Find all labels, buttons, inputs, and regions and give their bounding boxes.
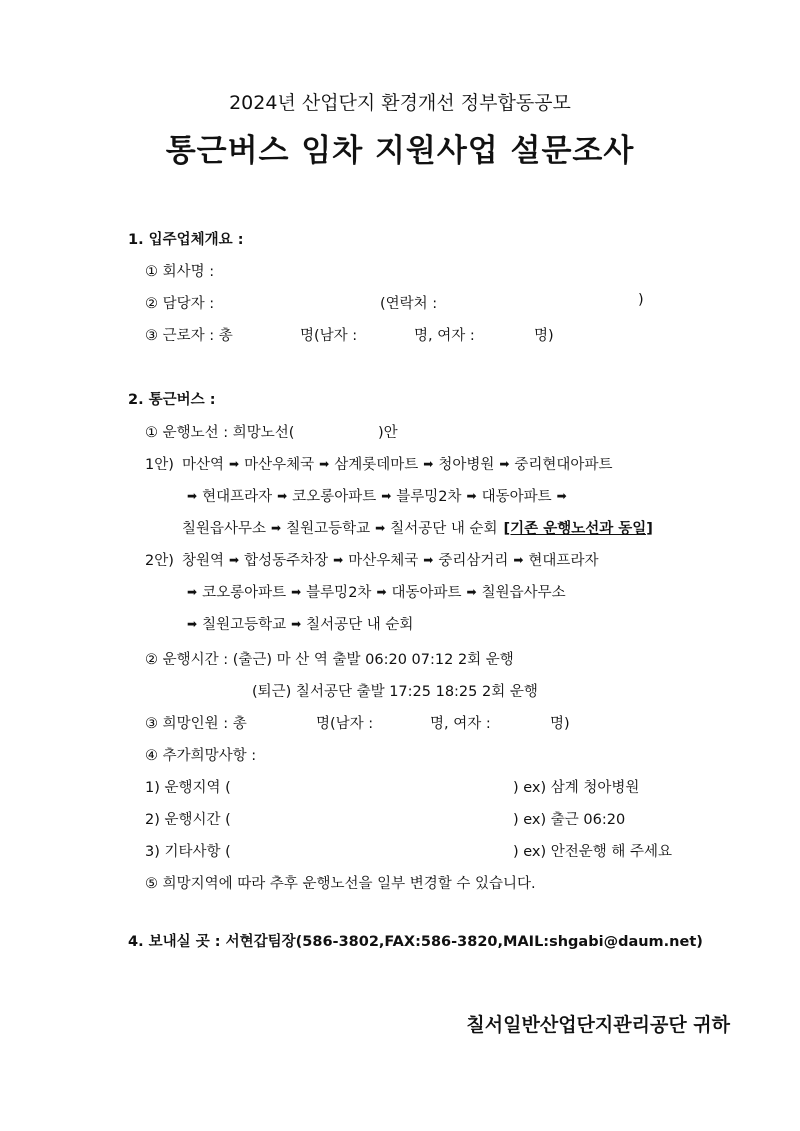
add-item-example: ) ex) 안전운행 해 주세요 [513, 844, 673, 860]
route-stop: 마산역 [182, 457, 225, 473]
route-stop: 코오롱아파트 [292, 489, 377, 505]
schedule-commute: ② 운행시간 : (출근) 마 산 역 출발 06:20 07:12 2회 운행 [145, 652, 514, 668]
route-arrow-icon: ➡ [187, 617, 198, 631]
workers-female-label: 명, 여자 : [414, 328, 475, 344]
route-arrow-icon: ➡ [319, 457, 330, 471]
plan2-route-line3 [182, 613, 413, 634]
recipient-signature: 칠서일반산업단지관리공단 귀하 [466, 1014, 730, 1036]
route-arrow-icon: ➡ [271, 521, 282, 535]
schedule-return: (퇴근) 칠서공단 출발 17:25 18:25 2회 운행 [252, 684, 538, 700]
plan1-route-line3 [182, 517, 653, 538]
route-stop: 칠원고등학교 [286, 521, 371, 537]
route-arrow-icon: ➡ [466, 585, 477, 599]
contact-phone-label: (연락처 : [380, 296, 438, 312]
contact-person-label: ② 담당자 : [145, 296, 215, 312]
add-item-example: ) ex) 출근 06:20 [513, 812, 626, 828]
route-stop: 칠서공단 내 순회 [306, 617, 414, 633]
company-name-label: ① 회사명 : [145, 264, 215, 280]
route-preference-end: )안 [378, 425, 398, 441]
route-arrow-icon: ➡ [229, 457, 240, 471]
route-arrow-icon: ➡ [229, 553, 240, 567]
plan2-label: 2안) [145, 553, 174, 569]
route-stop: 코오롱아파트 [202, 585, 287, 601]
add-item-example: ) ex) 삼계 청아병원 [513, 780, 640, 796]
route-arrow-icon: ➡ [375, 521, 386, 535]
route-stop: 칠원고등학교 [202, 617, 287, 633]
route-stop: 중리삼거리 [438, 553, 509, 569]
route-stop: 창원역 [182, 553, 225, 569]
contact-phone-close: ) [638, 292, 644, 308]
route-arrow-icon: ➡ [277, 489, 288, 503]
route-stop: 삼계롯데마트 [334, 457, 419, 473]
route-stop: 블루밍2차 [306, 585, 372, 601]
survey-title: 통근버스 임차 지원사업 설문조사 [165, 133, 635, 169]
plan1-label: 1안) [145, 457, 174, 473]
additional-requests-label: ④ 추가희망사항 : [145, 748, 257, 764]
route-stop: 대동아파트 [391, 585, 462, 601]
route-stop: 칠서공단 내 순회 [390, 521, 498, 537]
route-arrow-icon: ➡ [187, 585, 198, 599]
route-arrow-icon: ➡ [556, 489, 567, 503]
route-stop: 대동아파트 [481, 489, 552, 505]
route-stop: 블루밍2차 [396, 489, 462, 505]
route-arrow-icon: ➡ [333, 553, 344, 567]
route-arrow-icon: ➡ [187, 489, 198, 503]
section2-heading: 2. 통근버스 : [128, 392, 216, 408]
route-stop: 현대프라자 [202, 489, 273, 505]
workers-end-label: 명) [534, 328, 554, 344]
desired-male-label: 명(남자 : [316, 716, 374, 732]
add-item-label: 3) 기타사항 ( [145, 844, 231, 860]
desired-total-label: ③ 희망인원 : 총 [145, 716, 247, 732]
plan2-route-line2 [182, 581, 566, 602]
route-arrow-icon: ➡ [291, 585, 302, 599]
add-item-label: 2) 운행시간 ( [145, 812, 231, 828]
route-arrow-icon: ➡ [376, 585, 387, 599]
workers-male-label: 명(남자 : [300, 328, 358, 344]
route-arrow-icon: ➡ [513, 553, 524, 567]
send-to-info: 4. 보내실 곳 : 서현갑팀장(586-3802,FAX:586-3820,MAIL:shgabi@daum.net) [128, 934, 703, 950]
plan1-route-line2 [182, 485, 572, 506]
route-stop: 청아병원 [438, 457, 495, 473]
desired-female-label: 명, 여자 : [430, 716, 491, 732]
survey-subtitle: 2024년 산업단지 환경개선 정부합동공모 [229, 92, 571, 114]
route-stop: 현대프라자 [528, 553, 599, 569]
route-preference-label: ① 운행노선 : 희망노선( [145, 425, 295, 441]
route-change-note: ⑤ 희망지역에 따라 추후 운행노선을 일부 변경할 수 있습니다. [145, 876, 536, 892]
route-stop: 마산우체국 [244, 457, 315, 473]
plan1-route-line1 [182, 453, 612, 474]
route-arrow-icon: ➡ [466, 489, 477, 503]
route-arrow-icon: ➡ [291, 617, 302, 631]
plan2-route-line1 [182, 549, 598, 570]
route-arrow-icon: ➡ [423, 553, 434, 567]
route-arrow-icon: ➡ [499, 457, 510, 471]
route-stop: 칠원읍사무소 [481, 585, 566, 601]
route-stop: 합성동주차장 [244, 553, 329, 569]
route-arrow-icon: ➡ [381, 489, 392, 503]
desired-end-label: 명) [550, 716, 570, 732]
same-route-note: [기존 운행노선과 동일] [503, 521, 653, 537]
section1-heading: 1. 입주업체개요 : [128, 232, 244, 248]
workers-total-label: ③ 근로자 : 총 [145, 328, 233, 344]
route-stop: 중리현대아파트 [514, 457, 613, 473]
add-item-label: 1) 운행지역 ( [145, 780, 231, 796]
route-arrow-icon: ➡ [423, 457, 434, 471]
route-stop: 마산우체국 [348, 553, 419, 569]
route-stop: 칠원읍사무소 [182, 521, 267, 537]
